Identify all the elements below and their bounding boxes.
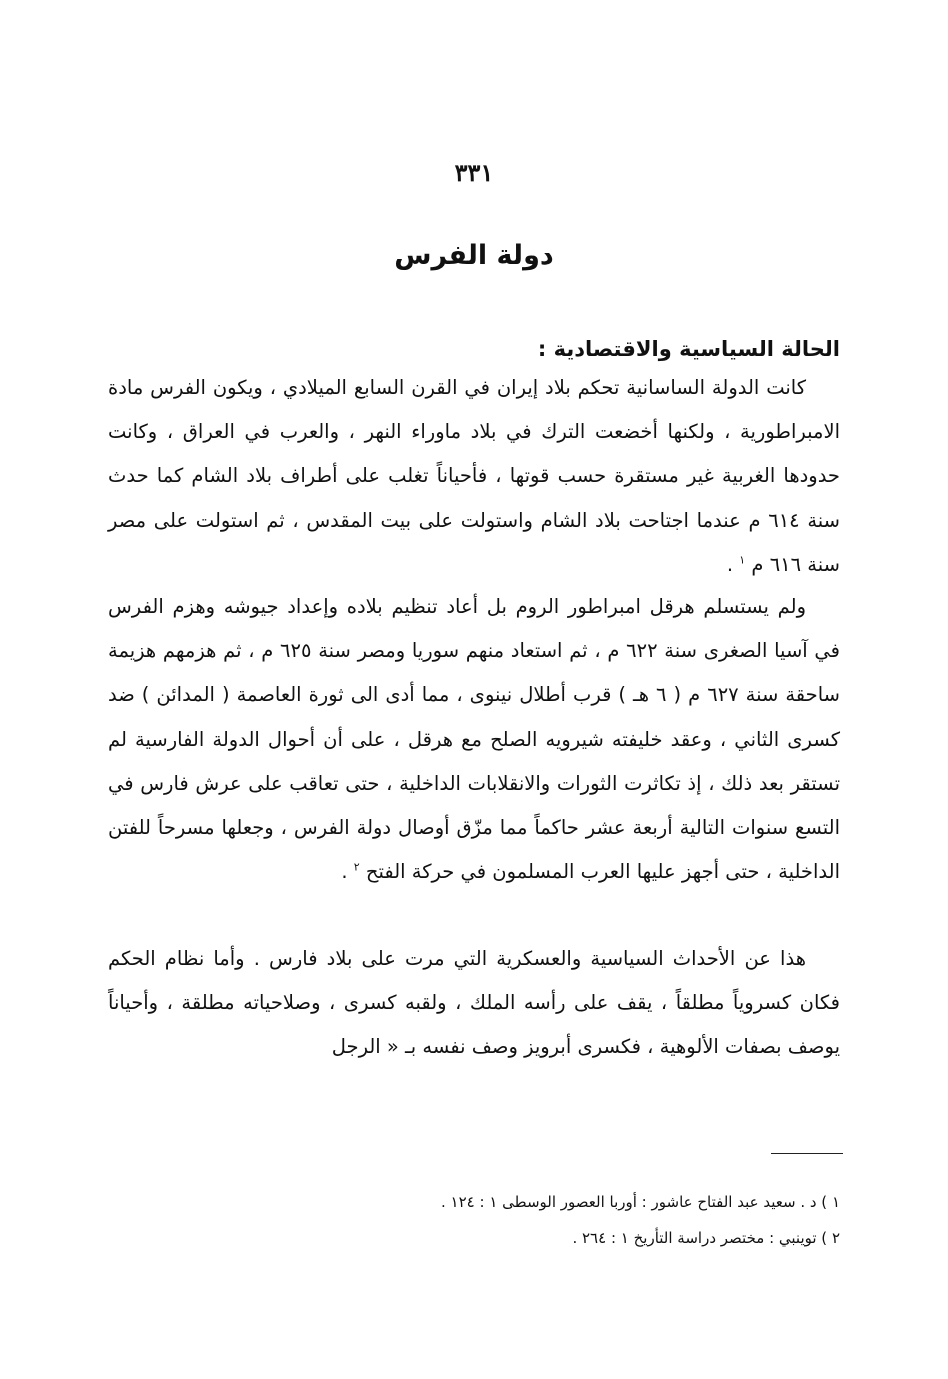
footnote-reference: ١	[739, 553, 746, 567]
paragraph-1	[108, 366, 840, 587]
paragraph-text	[108, 937, 840, 1070]
paragraph-body: هذا عن الأحداث السياسية والعسكرية التي مرت على بلاد فارس . وأما نظام الحكم فكان كسروياً مطلقاً ، يقف على رأسه الملك ، ولقبه كسرى ، وصلاحياته مطلقة ، وأحياناً يوصف بصفات الألوهية ، فكسرى أبرويز وصف نفسه بـ « الرجل	[108, 947, 840, 1059]
paragraph-end: .	[341, 860, 354, 884]
paragraph-body: كانت الدولة الساسانية تحكم بلاد إيران في القرن السابع الميلادي ، ويكون الفرس مادة الامبراطورية ، ولكنها أخضعت الترك في بلاد ماوراء النهر ، والعرب في العراق ، وكانت حدودها الغربية غير مستقرة حسب قوتها ، فأحياناً تغلب على أطراف بلاد الشام كما حدث سنة ٦١٤ م عندما اجتاحت بلاد الشام واستولت على بيت المقدس ، ثم استولت على مصر سنة ٦١٦ م	[108, 376, 840, 576]
footnote-2: ٢ ) توينبي : مختصر دراسة التأريخ ١ : ٢٦٤ .	[572, 1229, 840, 1247]
footnote-1: ١ ) د . سعيد عبد الفتاح عاشور : أوربا العصور الوسطى ١ : ١٢٤ .	[441, 1193, 840, 1211]
page-number: ٣٣١	[454, 158, 494, 187]
paragraph-2	[108, 585, 840, 894]
paragraph-3	[108, 937, 840, 1070]
chapter-title: دولة الفرس	[394, 240, 554, 271]
section-heading: الحالة السياسية والاقتصادية :	[537, 337, 840, 361]
footnote-divider	[771, 1153, 843, 1154]
footnotes	[240, 1184, 840, 1256]
footnote-reference: ٢	[353, 860, 360, 874]
paragraph-end: .	[726, 552, 740, 576]
paragraph-body: ولم يستسلم هرقل امبراطور الروم بل أعاد تنظيم بلاده وإعداد جيوشه وهزم الفرس في آسيا الصغرى سنة ٦٢٢ م ، ثم استعاد منهم سوريا ومصر سنة ٦٢٥ م ، ثم هزمهم هزيمة ساحقة سنة ٦٢٧ م ( ٦ هـ ) قرب أطلال نينوى ، مما أدى الى ثورة العاصمة ( المدائن ) ضد كسرى الثاني ، وعقد خليفته شيرويه الصلح مع هرقل ، على أن أحوال الدولة الفارسية لم تستقر بعد ذلك ، إذ تكاثرت الثورات والانقلابات الداخلية ، حتى تعاقب على عرش فارس في التسع سنوات التالية أربعة عشر حاكماً مما مزّق أوصال دولة الفرس ، وجعلها مسرحاً للفتن الداخلية ، حتى أجهز عليها العرب المسلمون في حركة الفتح	[108, 595, 840, 884]
paragraph-text	[108, 366, 840, 587]
paragraph-text	[108, 585, 840, 894]
